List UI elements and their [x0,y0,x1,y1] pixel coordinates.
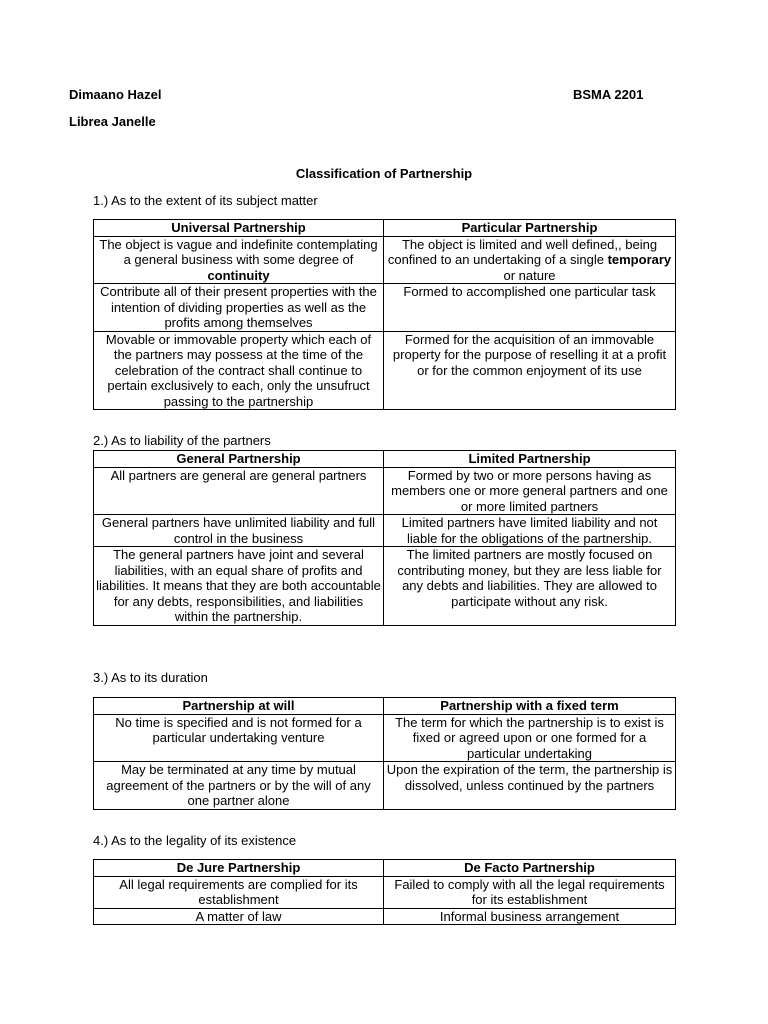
table-cell: Upon the expiration of the term, the partnership is dissolved, unless continued by the partners [384,762,676,810]
column-header: Partnership at will [94,698,384,715]
cell-text: The object is limited and well defined,, being confined to an undertaking of a single [387,236,658,267]
column-header: Partnership with a fixed term [384,698,676,715]
student-name-1: Dimaano Hazel [69,87,162,102]
table-cell: A matter of law [94,908,384,925]
table-row [94,331,676,410]
table-row [94,515,676,547]
course-code: BSMA 2201 [573,87,644,102]
table-cell: The limited partners are mostly focused on contributing money, but they are less liable for any debts and liabilities. They are allowed to participate without any risk. [384,547,676,626]
column-header: De Facto Partnership [384,860,676,877]
table-cell: Formed for the acquisition of an immovable property for the purpose of reselling it at a profit or for the common enjoyment of its use [384,331,676,410]
table-header-row [94,451,676,468]
table-header-row [94,698,676,715]
section-4-table [93,859,676,925]
table-header-row [94,220,676,237]
cell-text: The object is vague and indefinite contemplating a general business with some degree of [99,236,378,267]
column-header: Universal Partnership [94,220,384,237]
table-cell: The term for which the partnership is to exist is fixed or agreed upon or one formed for a particular undertaking [384,714,676,762]
section-1-table [93,219,676,410]
table-cell [94,236,384,284]
table-row [94,876,676,908]
column-header: De Jure Partnership [94,860,384,877]
table-row [94,236,676,284]
section-3-table [93,697,676,810]
table-row [94,714,676,762]
table-cell: May be terminated at any time by mutual agreement of the partners or by the will of any one partner alone [94,762,384,810]
document-title: Classification of Partnership [295,166,473,181]
table-row [94,762,676,810]
table-header-row [94,860,676,877]
section-1-label: 1.) As to the extent of its subject matter [93,193,318,208]
table-cell: All partners are general are general partners [94,467,384,515]
column-header: Particular Partnership [384,220,676,237]
table-row [94,284,676,332]
column-header: General Partnership [94,451,384,468]
cell-text: or nature [503,267,556,283]
cell-emphasis: temporary [607,252,672,267]
section-3-label: 3.) As to its duration [93,670,208,685]
column-header: Limited Partnership [384,451,676,468]
table-cell: Formed to accomplished one particular task [384,284,676,332]
table-cell: The general partners have joint and several liabilities, with an equal share of profits and liabilities. It means that they are both accountable for any debts, responsibilities, and liabilities within the partnership. [94,547,384,626]
table-row [94,908,676,925]
table-row [94,467,676,515]
table-cell: Movable or immovable property which each of the partners may possess at the time of the celebration of the contract shall continue to pertain exclusively to each, only the unsufruct passing to the partnership [94,331,384,410]
section-2-label: 2.) As to liability of the partners [93,433,271,448]
table-cell: All legal requirements are complied for its establishment [94,876,384,908]
table-cell: No time is specified and is not formed for a particular undertaking venture [94,714,384,762]
table-cell [384,236,676,284]
student-name-2: Librea Janelle [69,114,156,129]
table-cell: Formed by two or more persons having as members one or more general partners and one or more limited partners [384,467,676,515]
table-cell: Informal business arrangement [384,908,676,925]
table-cell: Contribute all of their present properties with the intention of dividing properties as well as the profits among themselves [94,284,384,332]
cell-emphasis: continuity [207,267,270,283]
table-row [94,547,676,626]
table-cell: Limited partners have limited liability and not liable for the obligations of the partnership. [384,515,676,547]
table-cell: General partners have unlimited liability and full control in the business [94,515,384,547]
section-4-label: 4.) As to the legality of its existence [93,833,297,848]
table-cell: Failed to comply with all the legal requirements for its establishment [384,876,676,908]
section-2-table [93,450,676,626]
